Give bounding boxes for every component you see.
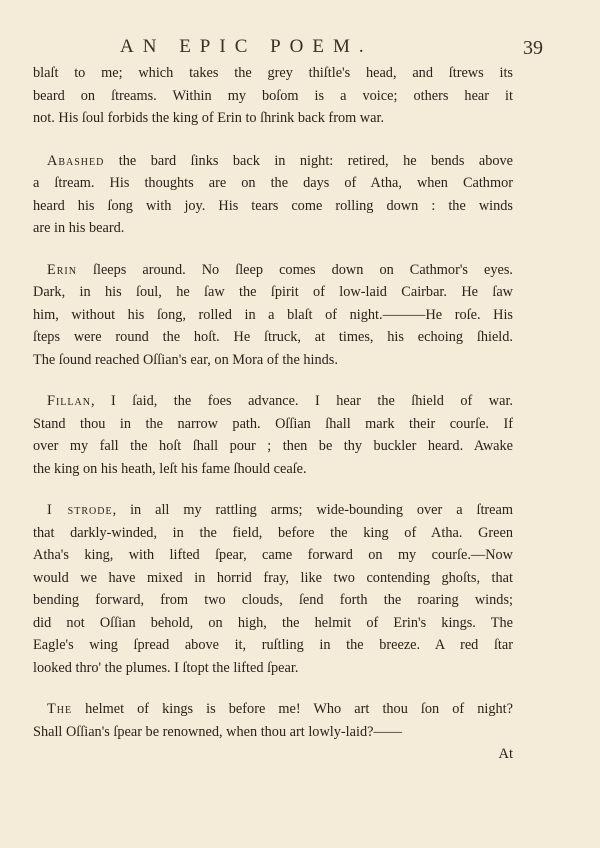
- paragraph-4: [33, 390, 513, 480]
- text-line: Dark, in his ſoul, he ſaw the ſpirit of low-laid Cairbar. He ſaw: [33, 284, 513, 300]
- text-line-rest: the bard ſinks back in night: retired, he bends above: [104, 152, 513, 169]
- text-line: bending forward, from two clouds, ſend forth the roaring winds;: [33, 592, 513, 608]
- text-line: Atha's king, with lifted ſpear, came forward on my courſe.—Now: [33, 547, 513, 563]
- text-line: not. His ſoul forbids the king of Erin to ſhrink back from war.: [33, 110, 385, 126]
- text-line: a ſtream. His thoughts are on the days of Atha, when Cathmor: [33, 175, 513, 191]
- text-line: [33, 150, 513, 173]
- text-line: that darkly-winded, in the field, before the king of Atha. Green: [33, 524, 513, 541]
- text-line: looked thro' the plumes. I ſtopt the lifted ſpear.: [33, 659, 299, 676]
- paragraph-lead: The: [47, 701, 73, 717]
- text-line-rest: helmet of kings is before me! Who art thou ſon of night?: [72, 701, 513, 717]
- paragraph-lead: Abashed: [47, 152, 105, 169]
- paragraph-1: [33, 62, 513, 130]
- text-line: are in his beard.: [33, 220, 125, 236]
- running-head: AN EPIC POEM.: [120, 36, 373, 57]
- paragraph-lead: Fillan: [47, 393, 91, 409]
- text-line: would we have mixed in horrid fray, like two contending ghoſts, that: [33, 569, 513, 586]
- catchword: At: [498, 746, 513, 762]
- paragraph-lead: I strode: [47, 502, 113, 518]
- text-line-rest: , in all my rattling arms; wide-bounding over a ſtream: [112, 502, 513, 518]
- text-line: over my fall the hoſt ſhall pour ; then be thy buckler heard. Awake: [33, 438, 513, 454]
- paragraph-2: [33, 150, 513, 240]
- text-line: The ſound reached Oſſian's ear, on Mora of the hinds.: [33, 351, 338, 368]
- text-line: did not Oſſian behold, on high, the helmit of Erin's kings. The: [33, 614, 513, 631]
- text-line: [33, 259, 513, 282]
- text-line: ſteps were round the hoſt. He ſtruck, at times, his echoing ſhield.: [33, 329, 513, 345]
- text-line-rest: , I ſaid, the foes advance. I hear the ſhield of war.: [90, 393, 513, 409]
- text-line: beard on ſtreams. Within my boſom is a voice; others hear it: [33, 87, 513, 104]
- text-line: the king on his heath, leſt his fame ſhould ceaſe.: [33, 460, 307, 477]
- paragraph-6: [33, 698, 513, 743]
- page-number: 39: [523, 37, 543, 59]
- text-line: blaſt to me; which takes the grey thiſtle's head, and ſtrews its: [33, 65, 513, 81]
- body-text: [33, 62, 513, 762]
- text-line: him, without his ſong, rolled in a blaſt of night.———He roſe. His: [33, 306, 513, 323]
- text-line-rest: ſleeps around. No ſleep comes down on Cathmor's eyes.: [76, 261, 513, 278]
- text-line: Stand thou in the narrow path. Oſſian ſhall mark their courſe. If: [33, 415, 513, 432]
- paragraph-lead: Erin: [47, 261, 77, 278]
- text-line: Eagle's wing ſpread above it, ruſtling in the breeze. A red ſtar: [33, 637, 513, 653]
- text-line: [33, 698, 513, 721]
- text-line: heard his ſong with joy. His tears come rolling down : the winds: [33, 197, 513, 214]
- text-line: [33, 499, 513, 522]
- text-line: Shall Oſſian's ſpear be renowned, when thou art lowly-laid?——: [33, 723, 403, 740]
- text-line: [33, 390, 513, 413]
- paragraph-5: [33, 499, 513, 679]
- paragraph-3: [33, 259, 513, 372]
